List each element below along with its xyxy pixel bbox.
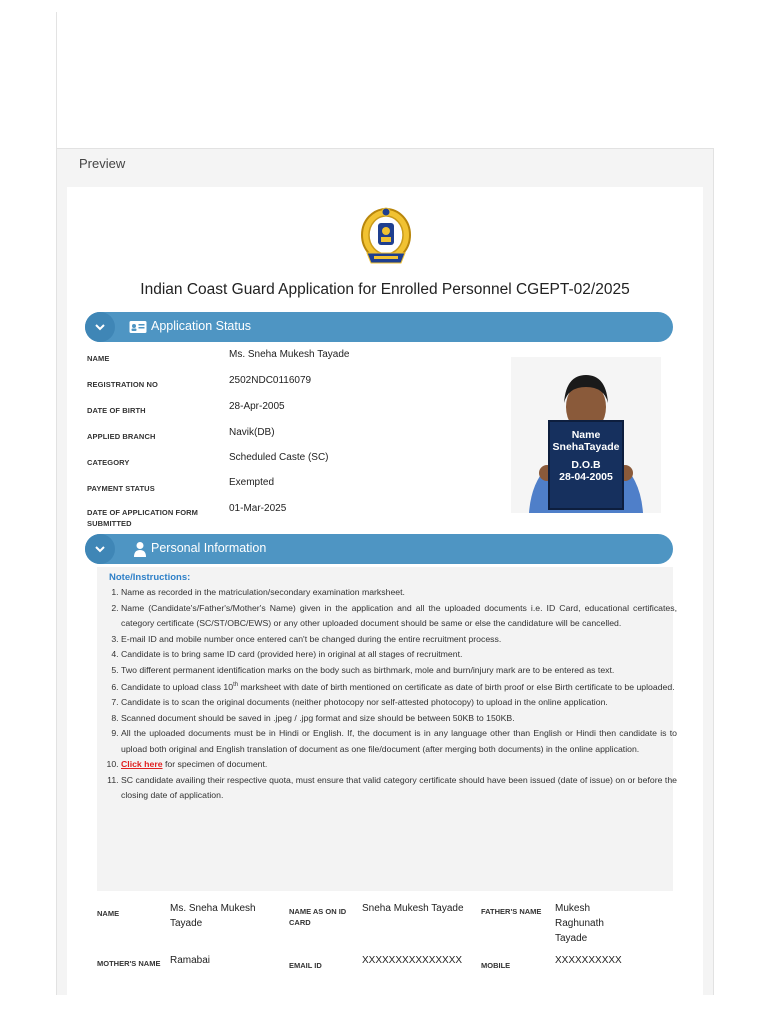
coast-guard-emblem: [359, 205, 413, 271]
note-item: 11. SC candidate availing their respective quota, must ensure that valid category certificate should have been issued (date of issue) on or before the closing date of application.: [121, 773, 677, 804]
note-item: 9. All the uploaded documents must be in Hindi or English. If, the document is in any language other than English or Hindi then candidate is to upload both original and English translation of document as one file/document (after merging both documents) in the online application.: [121, 726, 677, 757]
note-item: 2. Name (Candidate's/Father's/Mother's Name) given in the application and all the uploaded documents i.e. ID Card, educational certificates, category certificate (SC/ST/OBC/EWS) or any other uploaded document should be same or else the candidature will be cancelled.: [121, 601, 677, 632]
board-line-candidate: SnehaTayade: [552, 441, 620, 453]
board-line-dob: 28-04-2005: [559, 471, 613, 483]
note-item: 5. Two different permanent identification marks on the body such as birthmark, mole and burn/injury mark are to be entered as text.: [121, 663, 677, 679]
note-item-6-prefix: Candidate to upload class 10: [121, 681, 234, 692]
note-item: 1. Name as recorded in the matriculation/secondary examination marksheet.: [121, 585, 677, 601]
value-mobile: XXXXXXXXXX: [555, 955, 622, 966]
note-item: 3. E-mail ID and mobile number once entered can't be changed during the entire recruitment process.: [121, 632, 677, 648]
value-applied-branch: Navik(DB): [229, 427, 275, 438]
value-category: Scheduled Caste (SC): [229, 452, 329, 463]
note-item: 8. Scanned document should be saved in .jpeg / .jpg format and size should be between 50KB to 150KB.: [121, 711, 677, 727]
user-icon: [131, 541, 149, 557]
note-item-10-rest: for specimen of document.: [164, 759, 268, 770]
label-fathers-name: FATHER'S NAME: [481, 907, 542, 916]
chevron-down-icon[interactable]: [85, 534, 115, 564]
board-line-dob-label: D.O.B: [571, 459, 601, 471]
value-registration-no: 2502NDC0116079: [229, 375, 312, 386]
label-mothers-name: MOTHER'S NAME: [97, 959, 161, 968]
label-date-of-application: DATE OF APPLICATION FORM: [87, 508, 199, 517]
note-item: [121, 757, 677, 773]
label-mobile: MOBILE: [481, 961, 511, 970]
notes-box: [97, 567, 677, 891]
label-payment-status: PAYMENT STATUS: [87, 484, 155, 493]
section-bar-personal-information[interactable]: [85, 534, 673, 564]
section-bar-application-status[interactable]: [85, 312, 673, 342]
value-date-of-birth: 28-Apr-2005: [229, 401, 285, 412]
board-line-name: Name: [571, 429, 601, 441]
label-name: NAME: [87, 354, 110, 363]
note-item-6-rest: marksheet with date of birth mentioned on certificate as date of birth proof or else Birth certificate to be uploaded.: [240, 681, 675, 692]
note-item-6-sup: th: [233, 682, 239, 688]
label-date-of-birth: DATE OF BIRTH: [87, 406, 146, 415]
panel-body: [67, 187, 703, 995]
value-date-of-application: 01-Mar-2025: [229, 503, 287, 514]
panel-title: Preview: [79, 156, 126, 171]
chevron-down-icon[interactable]: [85, 312, 115, 342]
notes-list: [109, 585, 677, 804]
value-name-as-on-id-card: Sneha Mukesh Tayade: [362, 903, 464, 914]
panel-header: [67, 149, 703, 188]
section-title-application-status: Application Status: [151, 319, 252, 333]
label-email-id: EMAIL ID: [289, 961, 322, 970]
value-fathers-name: Mukesh Raghunath Tayade: [555, 903, 604, 944]
section-title-personal-information: Personal Information: [151, 541, 267, 555]
note-item: 4. Candidate is to bring same ID card (provided here) in original at all stages of recruitment.: [121, 647, 677, 663]
page-title: Indian Coast Guard Application for Enrolled Personnel CGEPT-02/2025: [140, 281, 630, 298]
value-payment-status: Exempted: [229, 477, 275, 488]
value-mothers-name: Ramabai: [170, 955, 211, 966]
label-category: CATEGORY: [87, 458, 130, 467]
label-personal-name: NAME: [97, 909, 120, 918]
label-registration-no: REGISTRATION NO: [87, 380, 158, 389]
value-email-id: XXXXXXXXXXXXXXX: [362, 955, 463, 966]
click-here-link[interactable]: Click here: [121, 759, 163, 770]
notes-title: Note/Instructions:: [109, 572, 191, 583]
note-item: 7. Candidate is to scan the original documents (neither photocopy nor self-attested photocopy) to upload in the online application.: [121, 695, 677, 711]
value-name: Ms. Sneha Mukesh Tayade: [229, 349, 350, 360]
candidate-photo: [511, 357, 661, 513]
value-personal-name: Ms. Sneha Mukesh Tayade: [170, 903, 256, 929]
note-item: [121, 678, 677, 695]
label-submitted: SUBMITTED: [87, 519, 132, 528]
id-card-icon: [129, 319, 147, 335]
label-name-as-on-id-card: NAME AS ON ID CARD: [289, 907, 347, 927]
label-applied-branch: APPLIED BRANCH: [87, 432, 156, 441]
preview-panel: [56, 148, 714, 995]
page-divider: [56, 12, 57, 150]
